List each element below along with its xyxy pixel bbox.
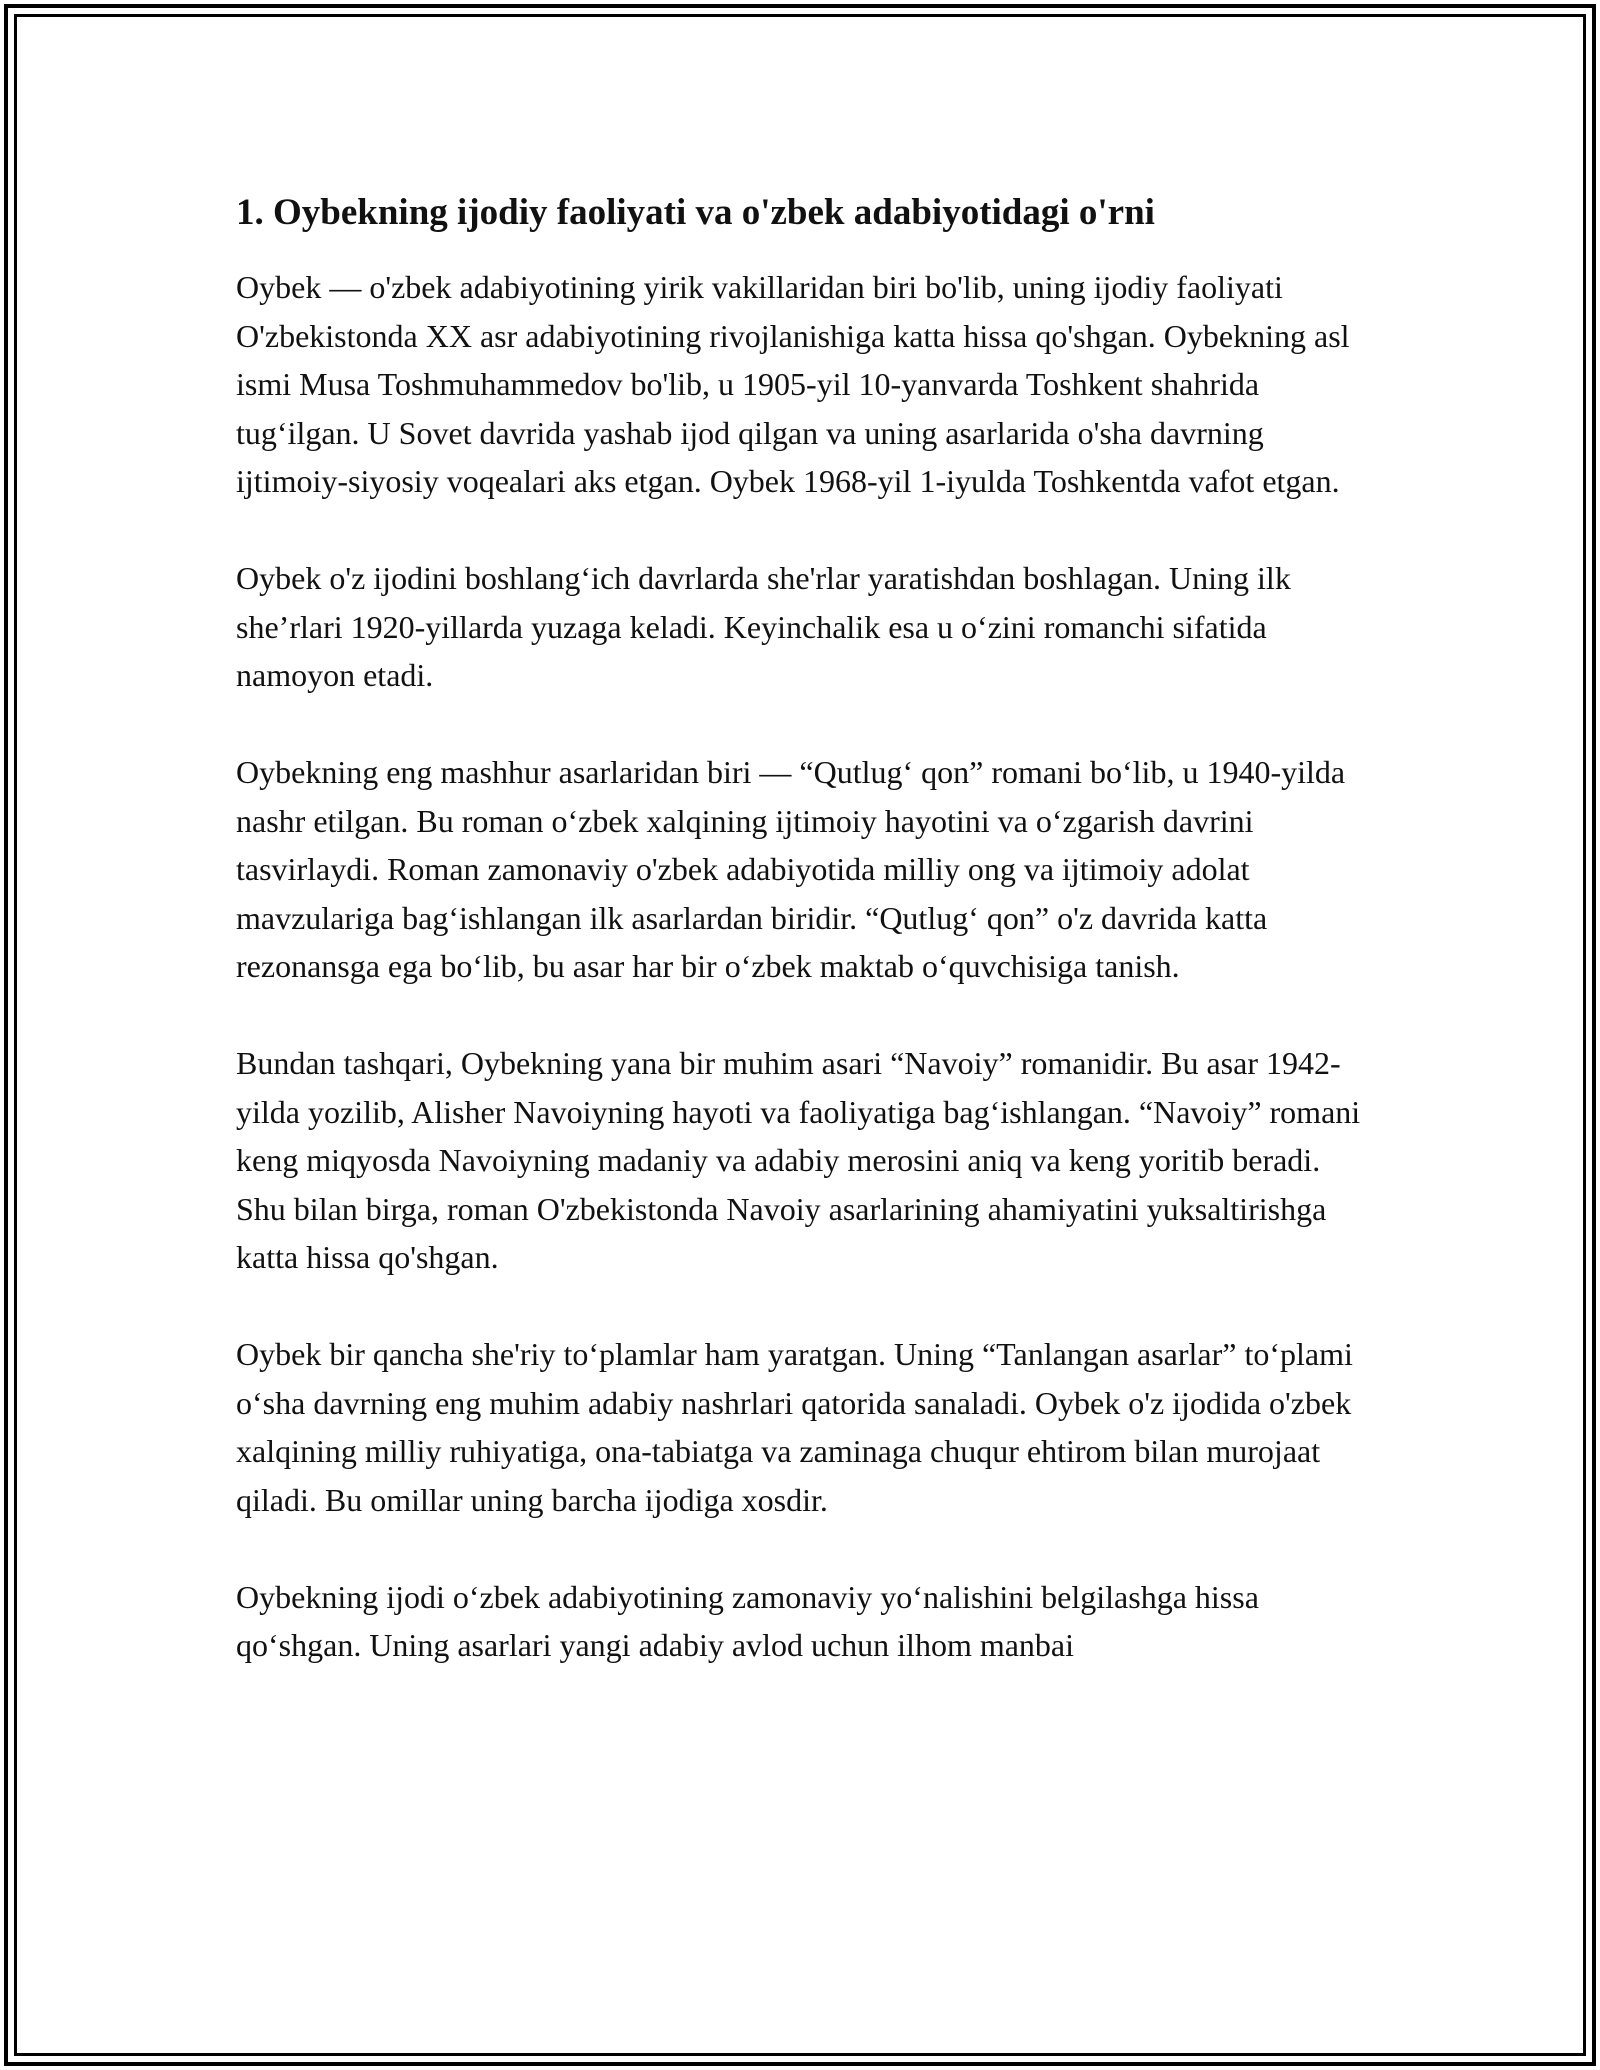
paragraph-2: Oybek o'z ijodini boshlang‘ich davrlarda she'rlar yaratishdan boshlagan. Uning ilk she’rlari 1920-yillarda yuzaga keladi. Keyinchalik esa u o‘zini romanchi sifatida namoyon etadi. [236, 560, 1291, 693]
paragraph-3: Oybekning eng mashhur asarlaridan biri — “Qutlug‘ qon” romani bo‘lib, u 1940-yilda nashr etilgan. Bu roman o‘zbek xalqining ijtimoiy hayotini va o‘zgarish davrini tasvirlaydi. Roman zamonaviy o'zbek adabiyotida milliy ong va ijtimoiy adolat mavzulariga bag‘ishlangan ilk asarlardan biridir. “Qutlug‘ qon” o'z davrida katta rezonansga ega bo‘lib, bu asar har bir o‘zbek maktab o‘quvchisiga tanish. [236, 754, 1346, 984]
document-body [236, 185, 1376, 1718]
paragraph-4: Bundan tashqari, Oybekning yana bir muhim asari “Navoiy” romanidir. Bu asar 1942-yilda yozilib, Alisher Navoiyning hayoti va faoliyatiga bag‘ishlangan. “Navoiy” romani keng miqyosda Navoiyning madaniy va adabiy merosini aniq va keng yoritib beradi. Shu bilan birga, roman O'zbekistonda Navoiy asarlarining ahamiyatini yuksaltirishga katta hissa qo'shgan. [236, 1045, 1361, 1275]
section-title: 1. Oybekning ijodiy faoliyati va o'zbek adabiyotidagi o'rni [236, 192, 1155, 233]
paragraph-1: Oybek — o'zbek adabiyotining yirik vakillaridan biri bo'lib, uning ijodiy faoliyati O'zbekistonda XX asr adabiyotining rivojlanishiga katta hissa qo'shgan. Oybekning asl ismi Musa Toshmuhammedov bo'lib, u 1905-yil 10-yanvarda Toshkent shahrida tug‘ilgan. U Sovet davrida yashab ijod qilgan va uning asarlarida o'sha davrning ijtimoiy-siyosiy voqealari aks etgan. Oybek 1968-yil 1-iyulda Toshkentda vafot etgan. [236, 269, 1350, 499]
paragraph-6: Oybekning ijodi o‘zbek adabiyotining zamonaviy yo‘nalishini belgilashga hissa qo‘shgan. Uning asarlari yangi adabiy avlod uchun ilhom manbai [236, 1578, 1259, 1663]
paragraph-5: Oybek bir qancha she'riy to‘plamlar ham yaratgan. Uning “Tanlangan asarlar” to‘plami o‘sha davrning eng muhim adabiy nashrlari qatorida sanaladi. Oybek o'z ijodida o'zbek xalqining milliy ruhiyatiga, ona-tabiatga va zaminaga chuqur ehtirom bilan murojaat qiladi. Bu omillar uning barcha ijodiga xosdir. [236, 1336, 1353, 1518]
